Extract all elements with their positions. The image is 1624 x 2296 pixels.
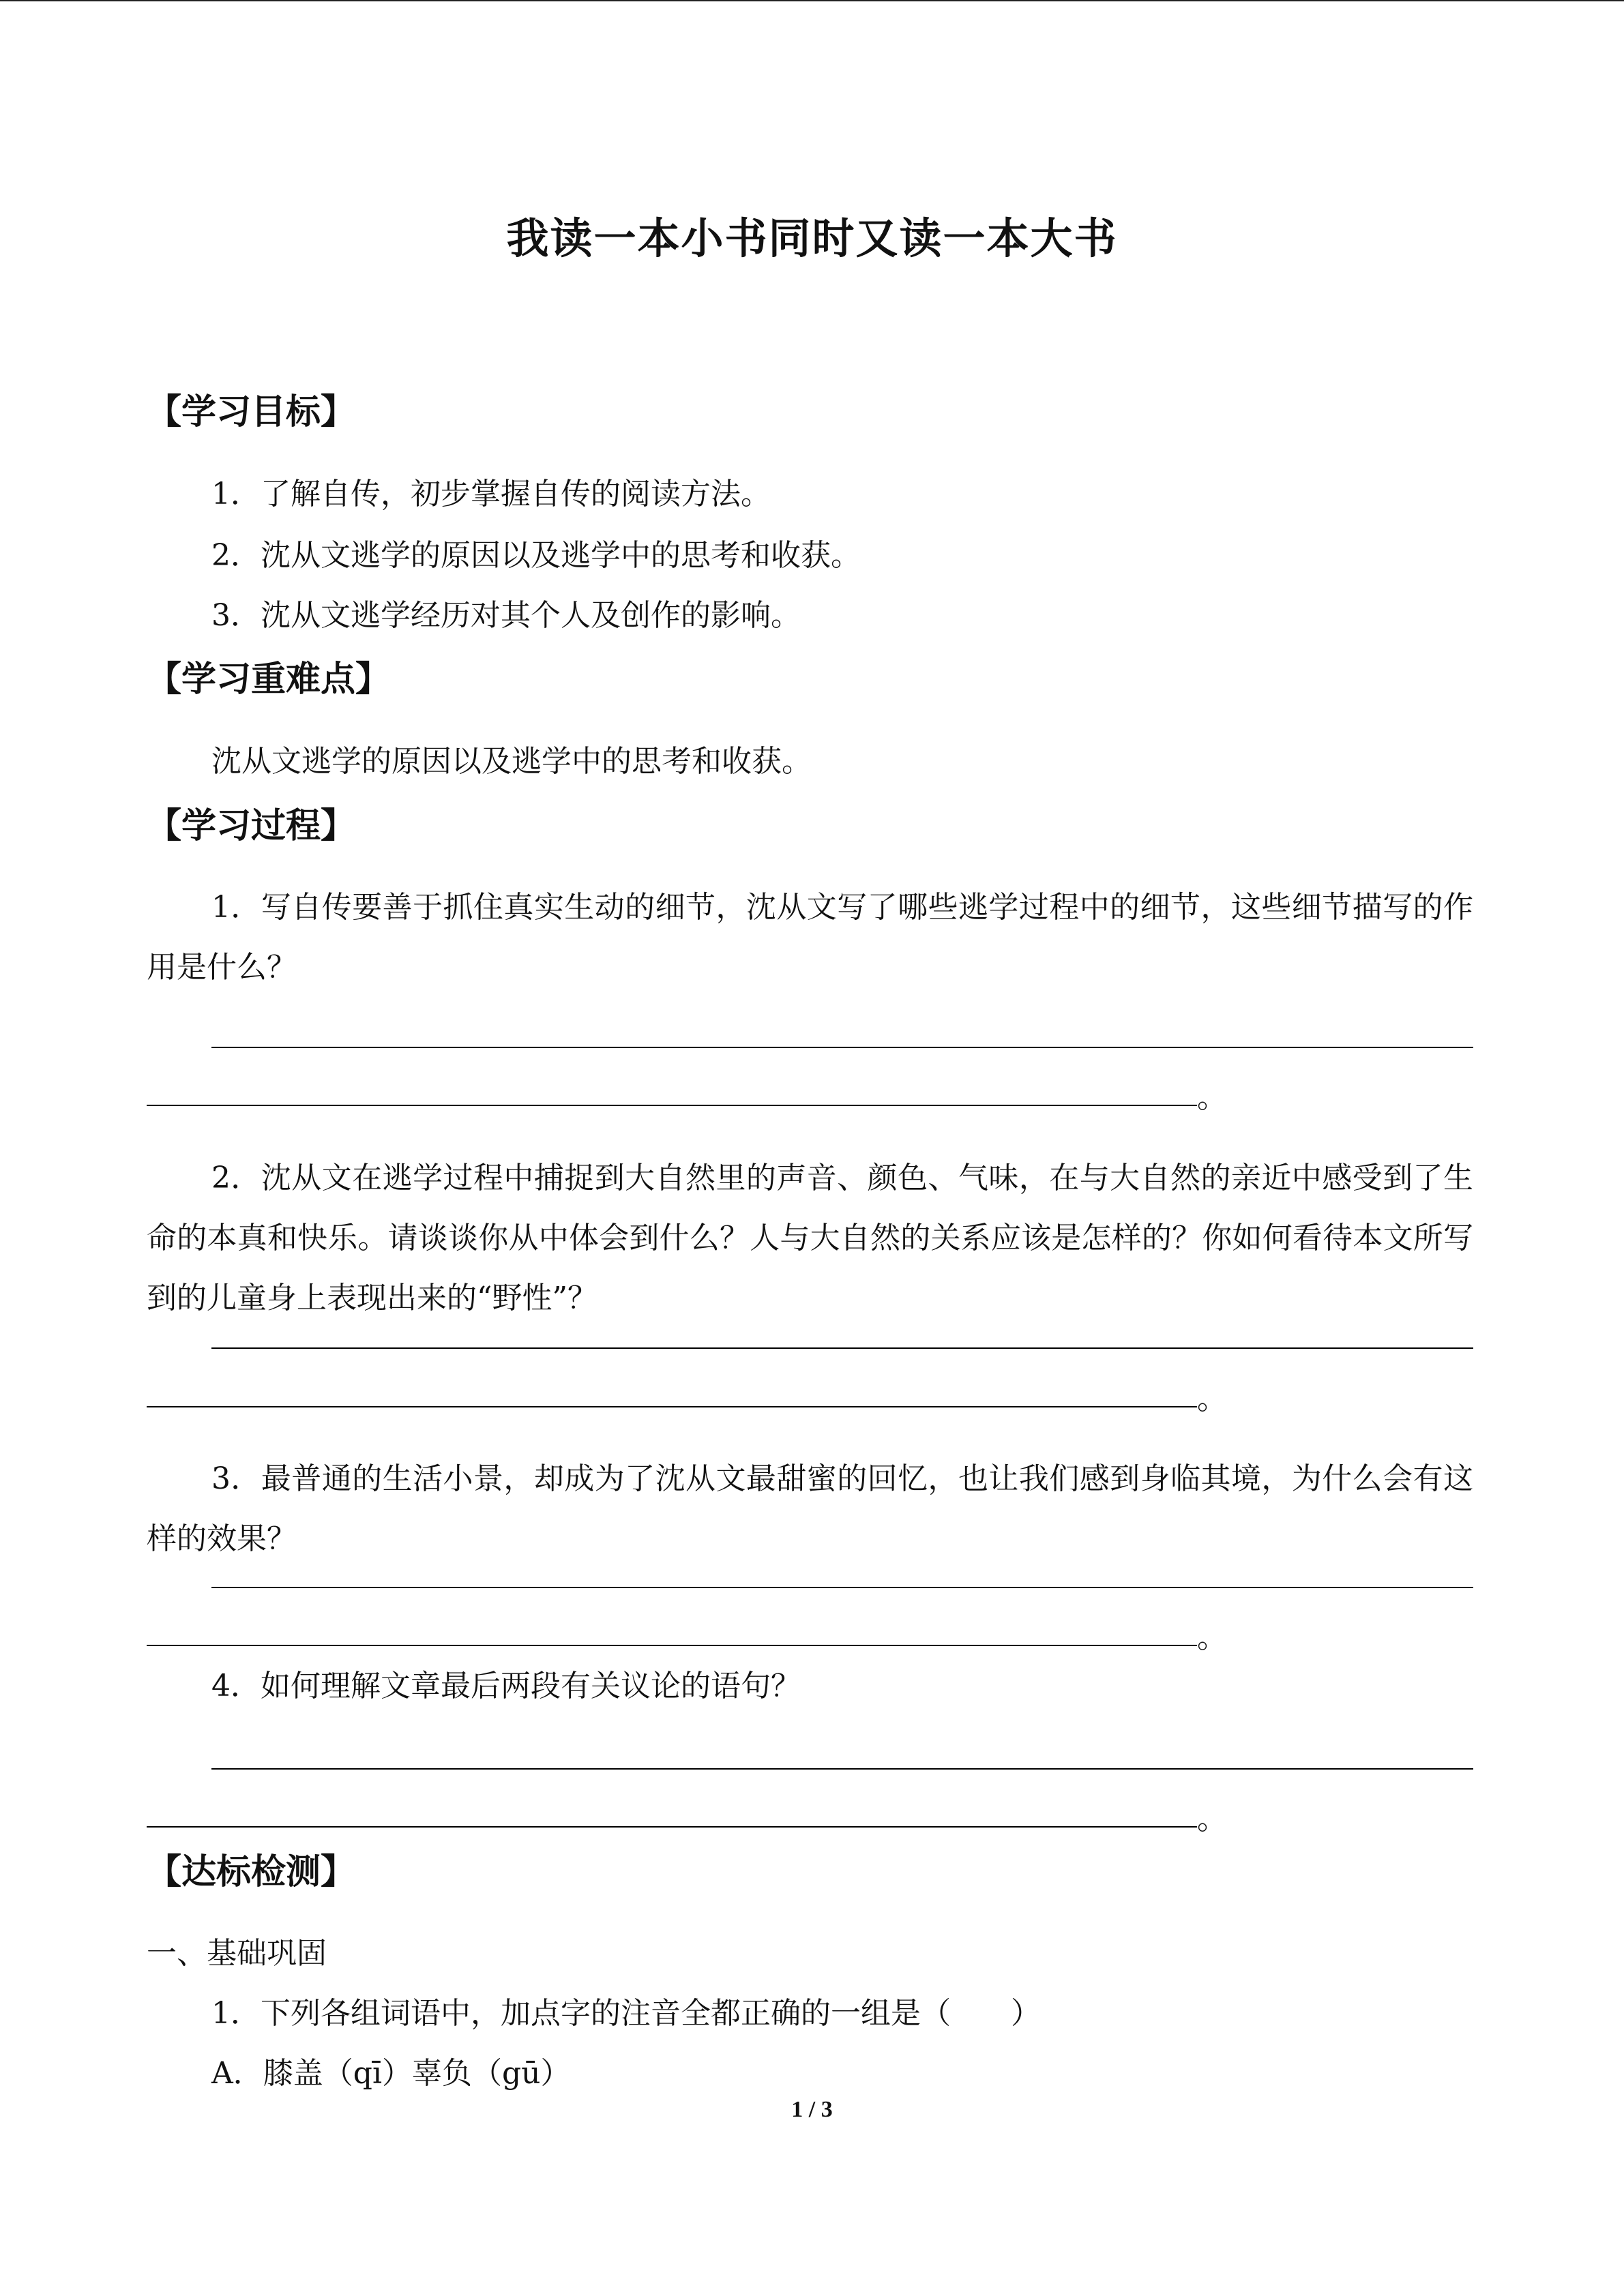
question-2: 2．沈从文在逃学过程中捕捉到大自然里的声音、颜色、气味，在与大自然的亲近中感受到了生命的本真和快乐。请谈谈你从中体会到什么？人与大自然的关系应该是怎样的？你如何看待本文所写到的儿童身上表现出来的“野性”？ xyxy=(147,1161,1473,1315)
page-title: 我读一本小书同时又读一本大书 xyxy=(506,213,1118,263)
goal-item-3: 3．沈从文逃学经历对其个人及创作的影响。 xyxy=(211,598,801,633)
answer-line[interactable] xyxy=(147,1645,1197,1646)
answer-line[interactable] xyxy=(147,1105,1197,1106)
answer-line[interactable] xyxy=(211,1768,1473,1770)
test-question-1: 1．下列各组词语中，加点字的注音全都正确的一组是（ ） xyxy=(211,1996,1041,2031)
answer-period: 。 xyxy=(1197,1802,1227,1836)
question-3: 3．最普通的生活小景，却成为了沈从文最甜蜜的回忆，也让我们感到身临其境，为什么会有这样的效果？ xyxy=(147,1461,1473,1556)
answer-line[interactable] xyxy=(211,1587,1473,1588)
test-option-a: A．膝盖（qī）辜负（gū） xyxy=(211,2056,571,2091)
answer-period: 。 xyxy=(1197,1080,1227,1115)
focus-text: 沈从文逃学的原因以及逃学中的思考和收获。 xyxy=(211,744,812,779)
goal-item-1: 1．了解自传，初步掌握自传的阅读方法。 xyxy=(211,477,771,511)
test-heading: 【达标检测】 xyxy=(147,1852,356,1892)
page-number: 1 / 3 xyxy=(791,2097,833,2122)
answer-line[interactable] xyxy=(211,1047,1473,1048)
goals-heading: 【学习目标】 xyxy=(147,392,356,432)
section-basic: 一、基础巩固 xyxy=(147,1936,327,1971)
answer-period: 。 xyxy=(1197,1620,1227,1655)
answer-line[interactable] xyxy=(211,1347,1473,1349)
goal-item-2: 2．沈从文逃学的原因以及逃学中的思考和收获。 xyxy=(211,538,861,573)
question-4: 4．如何理解文章最后两段有关议论的语句？ xyxy=(211,1669,801,1703)
answer-line[interactable] xyxy=(147,1826,1197,1828)
answer-period: 。 xyxy=(1197,1382,1227,1416)
question-1: 1．写自传要善于抓住真实生动的细节，沈从文写了哪些逃学过程中的细节，这些细节描写的作用是什么？ xyxy=(147,890,1473,985)
top-border-line xyxy=(0,0,1624,1)
focus-heading: 【学习重难点】 xyxy=(147,659,391,700)
process-heading: 【学习过程】 xyxy=(147,806,356,846)
answer-line[interactable] xyxy=(147,1406,1197,1407)
